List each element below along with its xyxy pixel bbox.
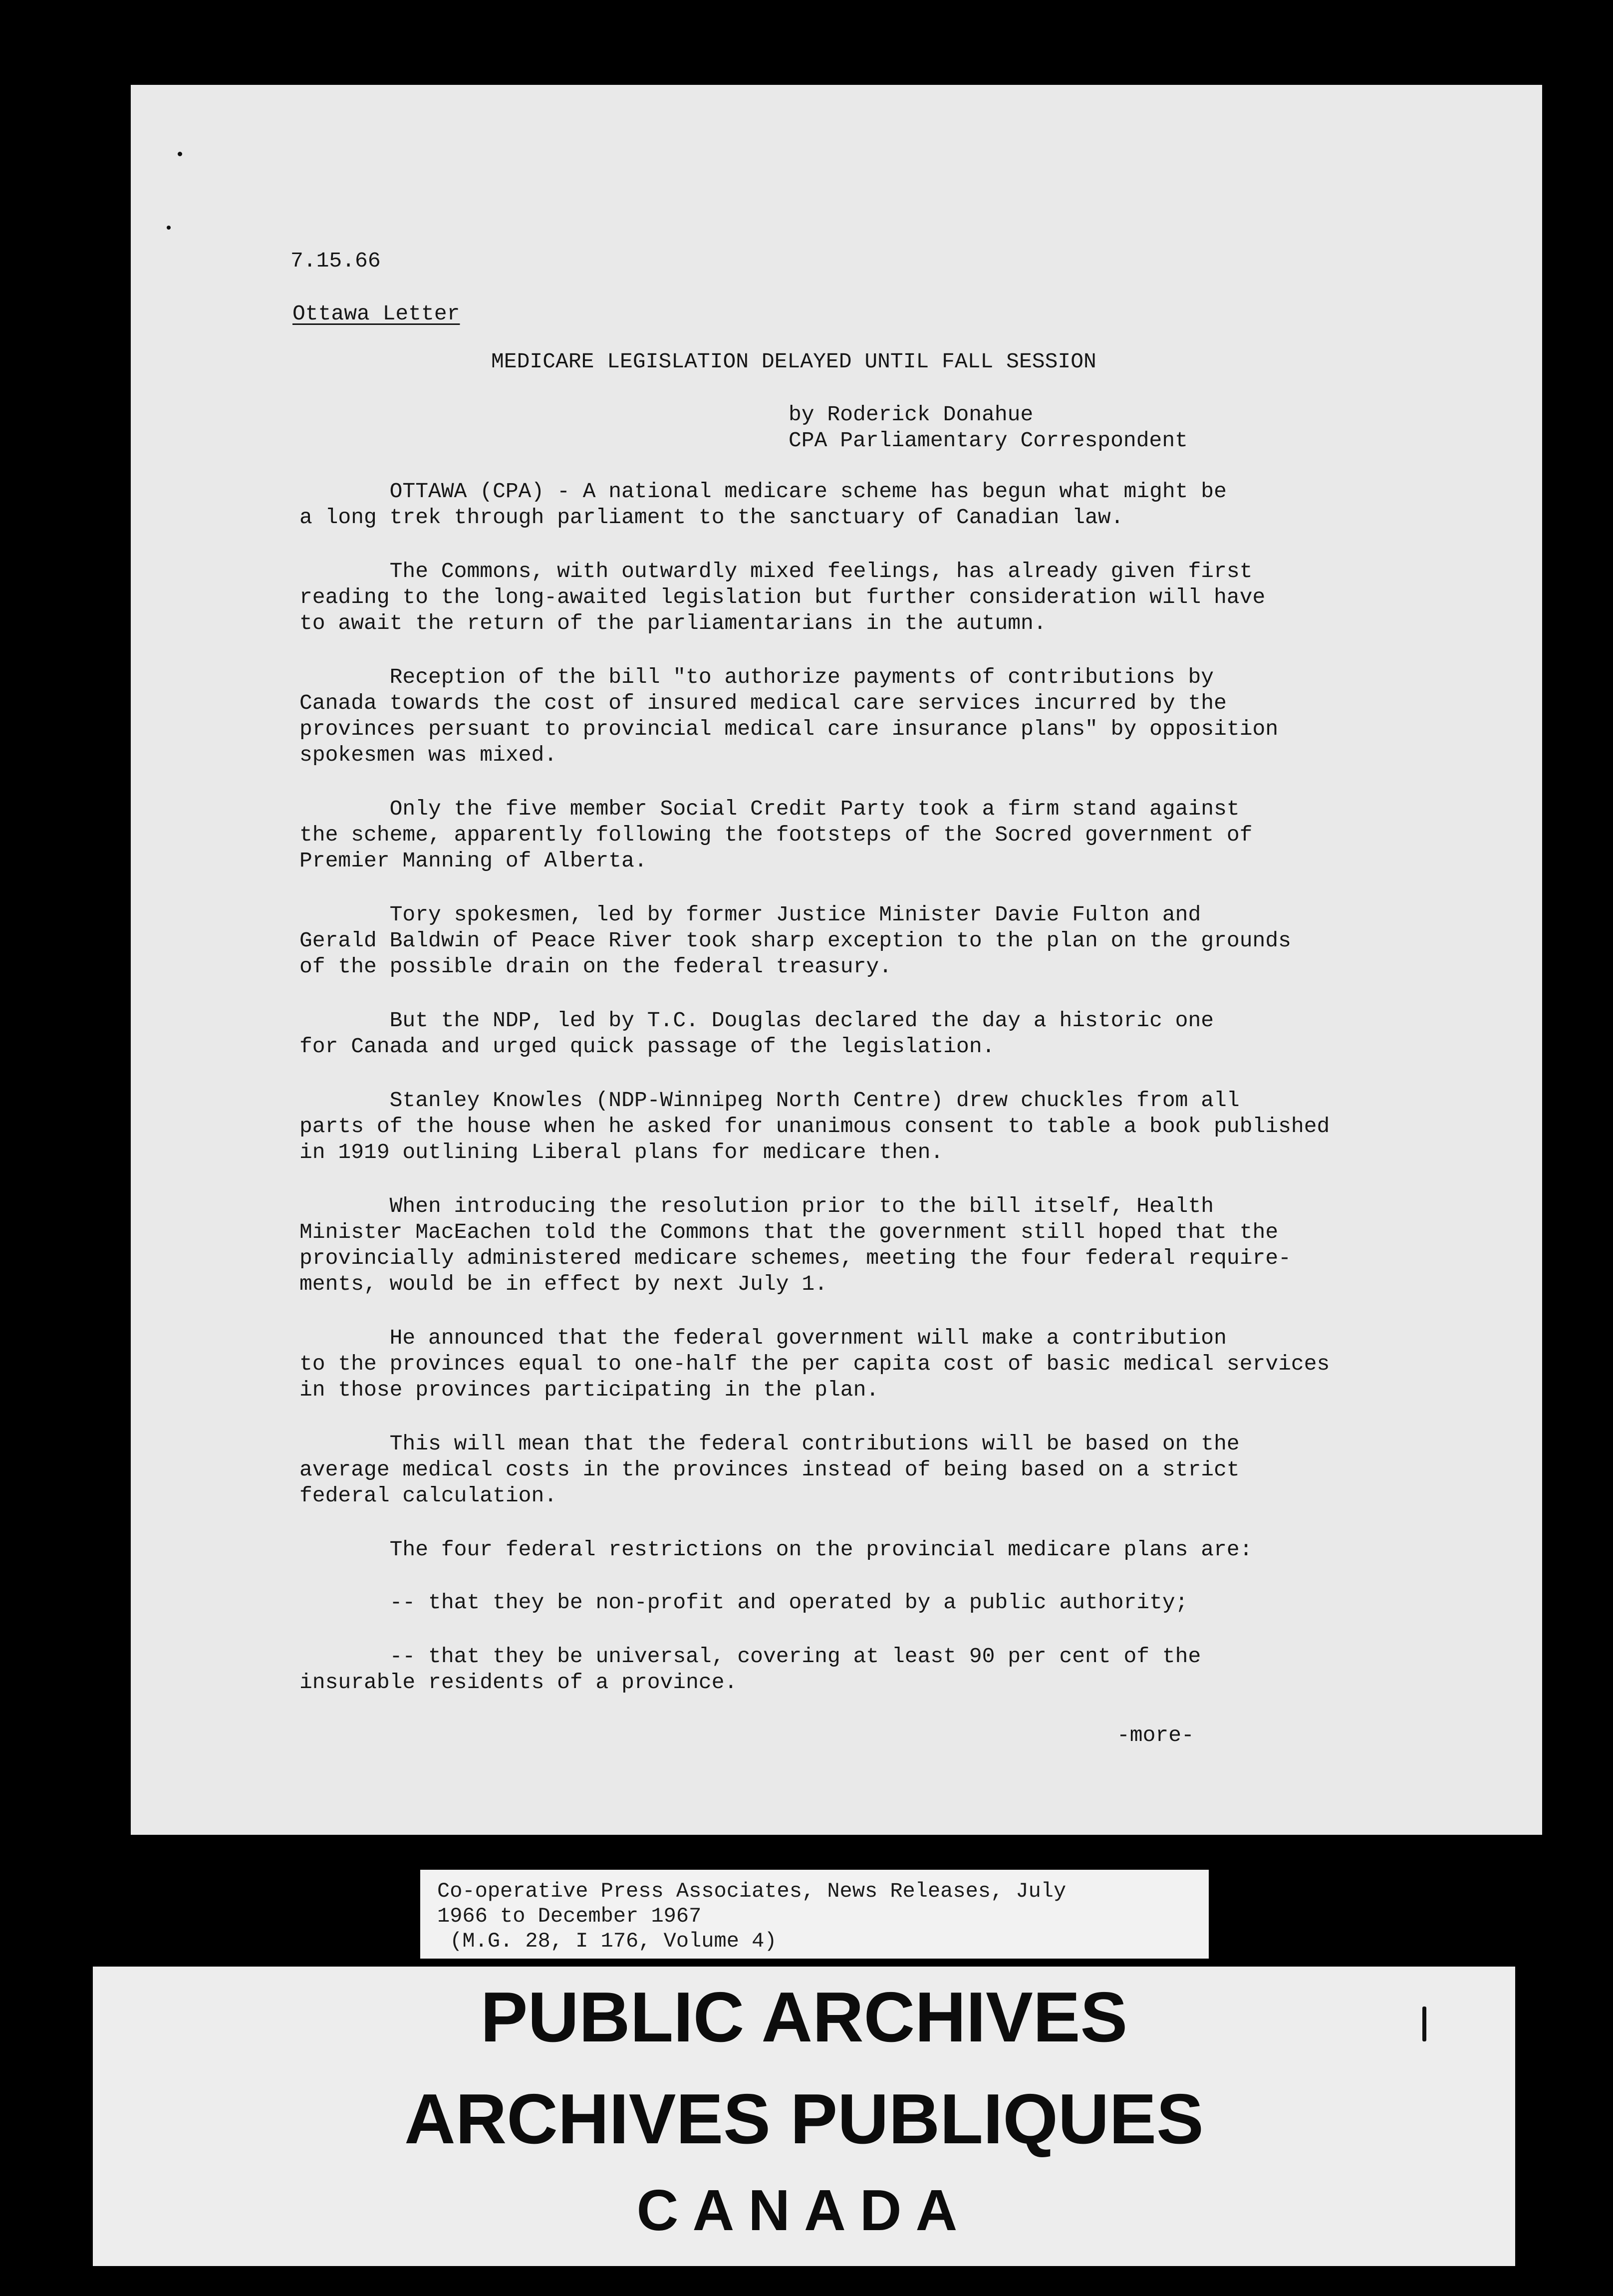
paragraph-line: a long trek through parliament to the sanctuary of Canadian law. <box>299 505 1124 530</box>
public-archives-stamp <box>93 1967 1515 2266</box>
paragraph-line: to the provinces equal to one-half the per capita cost of basic medical services <box>299 1352 1330 1376</box>
paragraph-line: Premier Manning of Alberta. <box>299 849 647 873</box>
paragraph-line: federal calculation. <box>299 1483 557 1508</box>
archive-label-line: 1966 to December 1967 <box>437 1904 702 1928</box>
archive-reference-label <box>420 1870 1209 1959</box>
paragraph-line: Reception of the bill "to authorize payments of contributions by <box>299 665 1214 689</box>
paragraph-line: But the NDP, led by T.C. Douglas declared the day a historic one <box>299 1008 1214 1033</box>
paragraph-line: Tory spokesmen, led by former Justice Minister Davie Fulton and <box>299 902 1201 927</box>
stamp-line-public-archives: PUBLIC ARCHIVES <box>480 1978 1128 2057</box>
paragraph-line: average medical costs in the provinces instead of being based on a strict <box>299 1457 1240 1482</box>
ink-speck <box>167 226 171 230</box>
paragraph-line: The Commons, with outwardly mixed feelings, has already given first <box>299 559 1253 583</box>
paragraph-line: -- that they be universal, covering at least 90 per cent of the <box>299 1644 1201 1669</box>
paragraph-line: This will mean that the federal contributions will be based on the <box>299 1432 1240 1456</box>
paragraph-line: provincially administered medicare schemes, meeting the four federal require- <box>299 1246 1291 1270</box>
archive-label-line: Co-operative Press Associates, News Releases, July <box>437 1879 1067 1903</box>
byline-author: by Roderick Donahue <box>789 402 1034 427</box>
paragraph-line: OTTAWA (CPA) - A national medicare scheme has begun what might be <box>299 479 1227 504</box>
stamp-line-canada: CANADA <box>636 2178 972 2243</box>
paragraph-line: ments, would be in effect by next July 1. <box>299 1272 827 1296</box>
archive-label-line: (M.G. 28, I 176, Volume 4) <box>437 1929 777 1953</box>
paragraph-line: Minister MacEachen told the Commons that the government still hoped that the <box>299 1220 1279 1244</box>
paragraph-line: He announced that the federal government will make a contribution <box>299 1326 1227 1350</box>
typed-page <box>131 85 1542 1835</box>
paragraph-line: provinces persuant to provincial medical care insurance plans" by opposition <box>299 717 1279 741</box>
paragraph-line: Stanley Knowles (NDP-Winnipeg North Centre) drew chuckles from all <box>299 1088 1240 1113</box>
headline: MEDICARE LEGISLATION DELAYED UNTIL FALL SESSION <box>491 349 1096 374</box>
ink-speck <box>178 152 182 156</box>
paragraph-line: The four federal restrictions on the provincial medicare plans are: <box>299 1537 1253 1562</box>
paragraph-line: spokesmen was mixed. <box>299 743 557 767</box>
section-title: Ottawa Letter <box>292 301 460 326</box>
continuation-marker: -more- <box>1117 1723 1194 1747</box>
paragraph-line: When introducing the resolution prior to the bill itself, Health <box>299 1194 1214 1218</box>
paragraph-line: the scheme, apparently following the footsteps of the Socred government of <box>299 823 1253 847</box>
document-date: 7.15.66 <box>290 249 381 273</box>
paragraph-line: Only the five member Social Credit Party took a firm stand against <box>299 797 1240 821</box>
paragraph-line: of the possible drain on the federal treasury. <box>299 954 892 979</box>
paragraph-line: in those provinces participating in the plan. <box>299 1378 879 1402</box>
paragraph-line: for Canada and urged quick passage of the legislation. <box>299 1034 995 1059</box>
paragraph-line: in 1919 outlining Liberal plans for medicare then. <box>299 1140 944 1164</box>
paragraph-line: Gerald Baldwin of Peace River took sharp exception to the plan on the grounds <box>299 928 1291 953</box>
paragraph-line: reading to the long-awaited legislation but further consideration will have <box>299 585 1266 609</box>
paragraph-line: parts of the house when he asked for unanimous consent to table a book published <box>299 1114 1330 1139</box>
stamp-line-archives-publiques: ARCHIVES PUBLIQUES <box>404 2079 1204 2159</box>
film-scratch <box>1422 2007 1426 2041</box>
paragraph-line: Canada towards the cost of insured medical care services incurred by the <box>299 691 1227 715</box>
byline-role: CPA Parliamentary Correspondent <box>789 428 1188 453</box>
paragraph-line: -- that they be non-profit and operated by a public authority; <box>299 1590 1188 1615</box>
paragraph-line: to await the return of the parliamentarians in the autumn. <box>299 611 1047 635</box>
paragraph-line: insurable residents of a province. <box>299 1670 738 1695</box>
